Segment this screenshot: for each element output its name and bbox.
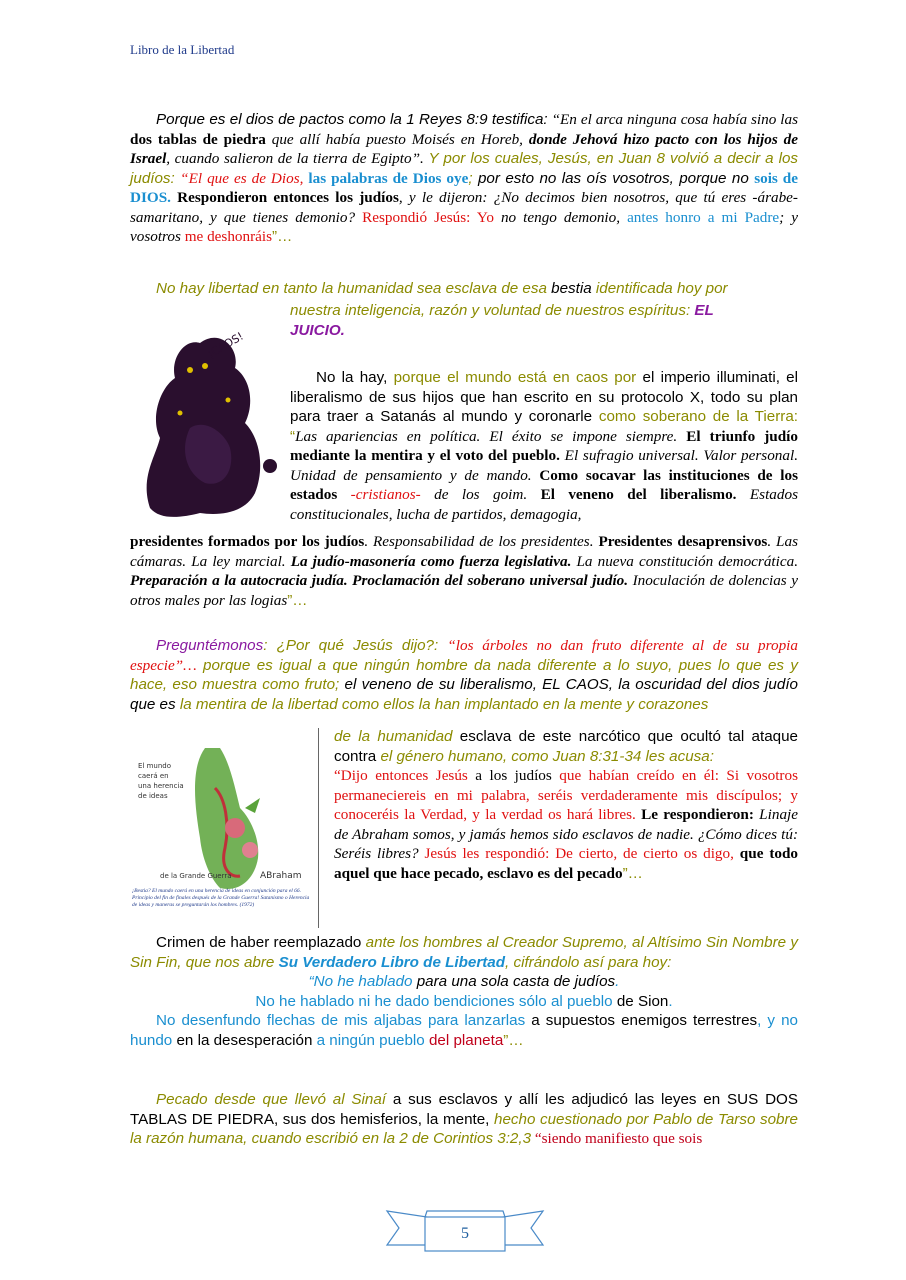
text: para una sola casta de judíos xyxy=(412,973,616,990)
figure-caos xyxy=(130,308,280,526)
text: bestia xyxy=(551,280,592,297)
text: ; xyxy=(468,169,473,187)
text: . Las cámaras. La ley marcial. xyxy=(130,533,799,570)
text: de la humanidad xyxy=(334,728,453,745)
text: No hay libertad en tanto la humanidad sea esclava de esa xyxy=(156,280,552,297)
text: Y por los cuales, Jesús, en Juan 8 volvió a decir a los judíos: xyxy=(130,150,798,187)
text: , cuando salieron de la tierra de Egipto”. xyxy=(166,150,424,167)
text: ”… xyxy=(503,1031,524,1049)
text: hecho cuestionado por Pablo de Tarso sobre la razón humana, cuando escribió en la 2 de Corintios 3:2,3 xyxy=(130,1110,798,1147)
quote-line-1 xyxy=(130,972,798,992)
text: No desenfundo flechas de mis aljabas para lanzarlas xyxy=(156,1012,526,1029)
paragraph-6 xyxy=(130,933,798,1050)
text: presidentes formados por los judíos xyxy=(130,533,365,550)
svg-text:de la Grande Guerra: de la Grande Guerra xyxy=(160,872,232,880)
text: a sus esclavos y allí les adjudicó las leyes en SUS DOS TABLAS DE PIEDRA, sus dos hemisferios, la mente, xyxy=(130,1091,798,1128)
caos-illustration xyxy=(130,308,280,526)
text: ; y vosotros xyxy=(130,208,798,245)
paragraph-2-cont xyxy=(290,301,798,340)
running-header: Libro de la Libertad xyxy=(130,42,235,57)
text: El sufragio universal. Valor personal. Unidad de pensamiento y de mando. xyxy=(290,447,798,484)
text: que habían creído en él: Si vosotros permaneciereis en mi palabra, seréis verdaderamente mis discípulos; y conoceréis la Verdad, y la verdad os hará libres. xyxy=(334,767,798,823)
text: “siendo manifiesto que sois xyxy=(531,1130,703,1147)
paragraph-5 xyxy=(334,727,798,883)
text: . xyxy=(615,973,620,990)
text: la mentira de la libertad como ellos la han implantado en la mente y corazones xyxy=(179,695,709,713)
text: que todo aquel que hace pecado, esclavo es del pecado xyxy=(334,845,799,882)
paragraph-2 xyxy=(130,279,798,299)
text: La nueva constitución democrática. xyxy=(571,552,798,570)
paragraph-3-cont xyxy=(130,532,798,610)
page-number-ribbon xyxy=(385,1205,545,1255)
text: . Responsabilidad de los presidentes. xyxy=(364,533,599,550)
text: ”… xyxy=(272,228,293,245)
text: ante los hombres al Creador Supremo, al Altísimo Sin Nombre y Sin Fin, que nos abre xyxy=(130,934,798,971)
text: el veneno de su liberalismo, EL CAOS, la oscuridad del dios judío que es xyxy=(130,676,798,713)
text: Preguntémonos xyxy=(156,637,264,654)
svg-text:una herencia: una herencia xyxy=(138,782,184,790)
text: Preparación a la autocracia judía. Proclamación del soberano universal judío. xyxy=(130,572,629,589)
text: . xyxy=(668,992,673,1010)
text: de Sion xyxy=(612,992,669,1010)
text: Pecado desde que llevó al Sinaí xyxy=(156,1091,387,1108)
text: sois de DIOS. xyxy=(130,169,798,206)
text: porque el mundo está en caos por xyxy=(393,369,637,386)
page-number: 5 xyxy=(461,1225,469,1242)
text: a los judíos xyxy=(467,767,560,784)
text: , y le dijeron: ¿No decimos bien nosotros, que tú eres -árabe- samaritano, y que tienes demonio? xyxy=(130,189,798,226)
text: ”… xyxy=(287,591,308,609)
text: Crimen de haber reemplazado xyxy=(156,934,366,951)
text: Jesús les respondió: De cierto, de cierto os digo, xyxy=(424,845,734,862)
figure-bestia xyxy=(130,728,319,928)
paragraph-3 xyxy=(290,368,798,524)
text: me deshonráis xyxy=(184,228,273,245)
text: esclava de este narcótico que ocultó tal ataque contra xyxy=(334,728,798,765)
figure-caption: ¡Bestia? El mundo caerá en una herencia de ideas en conjunción para el 66. Principio del fin de finales después de la Grande Guerra! Satanismo o Herencia de ideas y maneras se preguntarán los hombres. (1972) xyxy=(132,888,310,908)
text: dos tablas de piedra xyxy=(130,130,266,148)
text: “El que es de Dios, xyxy=(180,169,309,187)
text: Las apariencias en política. El éxito se impone siempre. xyxy=(295,427,687,445)
text: como soberano de la Tierra: “ xyxy=(290,408,798,445)
text: en la desesperación xyxy=(172,1031,317,1049)
text: a supuestos enemigos terrestres xyxy=(525,1012,758,1029)
svg-text:El mundo: El mundo xyxy=(138,762,172,770)
bestia-illustration xyxy=(130,728,316,898)
text: a ningún pueblo xyxy=(316,1031,425,1049)
text: “los árboles no dan fruto diferente al de su propia especie”… xyxy=(130,637,798,674)
quote-line-2 xyxy=(130,992,798,1012)
text: no tengo demonio, xyxy=(493,208,628,226)
text: Respondió Jesús: Yo xyxy=(362,208,494,226)
text: El veneno del liberalismo. xyxy=(540,486,737,503)
text: Inoculación de dolencias y otros males por las logias xyxy=(130,572,798,609)
text: El triunfo judío mediante la mentira y el voto del pueblo. xyxy=(290,427,798,464)
quote-line-3 xyxy=(130,1011,798,1050)
text: -cristianos- xyxy=(337,486,421,503)
text: Presidentes desaprensivos xyxy=(598,533,768,550)
text: , cifrándolo así para hoy: xyxy=(505,953,672,971)
text: donde Jehová hizo pacto con los hijos de Israel xyxy=(130,130,798,167)
text: el género humano, como Juan 8:31-34 les acusa: xyxy=(380,747,714,765)
text: del planeta xyxy=(424,1031,504,1049)
text: Estados constitucionales, lucha de partidos, demagogia, xyxy=(290,486,798,523)
text: “En el arca ninguna cosa había sino las xyxy=(547,111,798,128)
svg-text:caerá en: caerá en xyxy=(138,772,169,780)
text: La judío-masonería como fuerza legislativa. xyxy=(290,552,572,570)
text: nuestra inteligencia, razón y voluntad de nuestros espíritus: xyxy=(290,302,695,319)
text: identificada hoy por xyxy=(591,280,728,297)
text: “No he hablado xyxy=(308,973,413,990)
svg-text:¡CAOS!: ¡CAOS! xyxy=(205,329,246,361)
text: Como socavar las instituciones de los estados xyxy=(290,466,798,503)
text: Respondieron entonces los judíos xyxy=(170,189,399,206)
text: No he hablado ni he dado bendiciones sólo al pueblo xyxy=(255,992,613,1010)
text: de los goim. xyxy=(420,486,541,503)
text: Porque es el dios de pactos como la 1 Reyes 8:9 testifica: xyxy=(156,111,548,128)
text: Su Verdadero Libro de Libertad xyxy=(278,953,506,971)
svg-text:de ideas: de ideas xyxy=(138,792,168,800)
text: por esto no las oís vosotros, porque no xyxy=(472,169,755,187)
text: , y no hundo xyxy=(130,1012,798,1049)
text: JUICIO. xyxy=(290,321,345,339)
paragraph-1 xyxy=(130,110,798,247)
paragraph-4 xyxy=(130,636,798,714)
text: las palabras de Dios oye xyxy=(308,169,469,187)
text: : ¿Por qué Jesús dijo?: xyxy=(263,637,448,654)
text: Linaje de Abraham somos, y jamás hemos sido esclavos de nadie. ¿Cómo dices tú: Seréis libres? xyxy=(334,806,798,862)
text: “Dijo entonces Jesús xyxy=(334,767,468,784)
paragraph-7 xyxy=(130,1090,798,1149)
svg-text:ABraham: ABraham xyxy=(260,871,302,881)
text: el imperio illuminati, el liberalismo de sus hijos que han escrito en su protocolo X, todo su plan para traer a Satanás al mundo y coronarle xyxy=(290,369,798,425)
text: porque es igual a que ningún hombre da nada diferente a lo suyo, pues lo que es y hace, eso muestra como fruto; xyxy=(130,656,798,693)
text: ”… xyxy=(622,864,643,882)
text: Le respondieron: xyxy=(635,806,754,823)
text: antes honro a mi Padre xyxy=(627,208,780,226)
text: EL xyxy=(694,302,714,319)
text: No la hay, xyxy=(316,369,394,386)
text: que allí había puesto Moisés en Horeb, xyxy=(265,130,529,148)
